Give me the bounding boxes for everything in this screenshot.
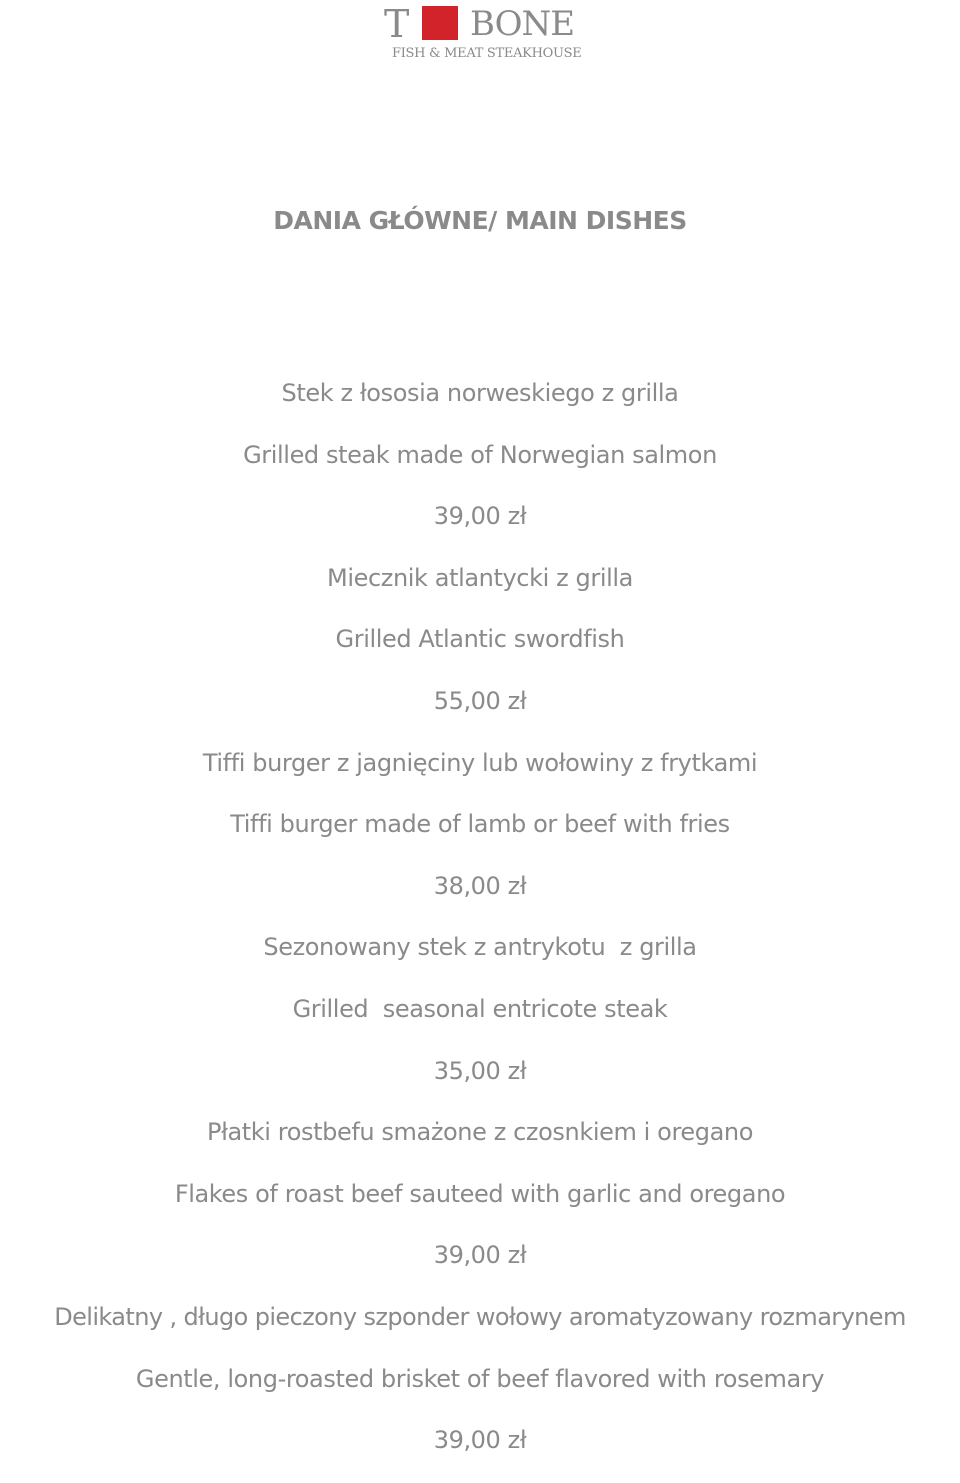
restaurant-logo (384, 2, 582, 64)
dish-name-en: Grilled steak made of Norwegian salmon (243, 440, 717, 469)
dish-name-pl: Płatki rostbefu smażone z czosnkiem i oregano (207, 1118, 753, 1147)
dish-name-en: Flakes of roast beef sauteed with garlic and oregano (174, 1179, 786, 1208)
dish-name-en: Gentle, long-roasted brisket of beef flavored with rosemary (135, 1364, 825, 1393)
logo-red-square (422, 6, 458, 40)
dish-price: 55,00 zł (433, 686, 527, 715)
dish-name-pl: Sezonowany stek z antrykotu z grilla (263, 933, 697, 962)
dish-price: 39,00 zł (433, 502, 527, 531)
logo-name: BONE (470, 4, 575, 44)
logo-letter-t: T (384, 2, 410, 46)
dish-name-pl: Stek z łososia norweskiego z grilla (281, 379, 679, 407)
dish-price: 39,00 zł (433, 1241, 527, 1270)
dish-price: 35,00 zł (433, 1056, 527, 1085)
dish-name-en: Tiffi burger made of lamb or beef with fries (230, 810, 730, 839)
logo-subtitle: FISH & MEAT STEAKHOUSE (392, 46, 582, 61)
dish-name-pl: Miecznik atlantycki z grilla (327, 563, 633, 592)
dish-price: 38,00 zł (433, 871, 527, 900)
menu-list (0, 374, 960, 1483)
section-heading: DANIA GŁÓWNE/ MAIN DISHES (273, 206, 687, 235)
dish-name-pl: Delikatny , długo pieczony szponder wołowy aromatyzowany rozmarynem (54, 1302, 906, 1331)
dish-price: 39,00 zł (433, 1426, 527, 1455)
dish-name-pl: Tiffi burger z jagnięciny lub wołowiny z frytkami (202, 748, 758, 777)
dish-name-en: Grilled seasonal entricote steak (292, 994, 668, 1023)
logo-wordmark (384, 4, 574, 44)
dish-name-en: Grilled Atlantic swordfish (335, 625, 625, 654)
